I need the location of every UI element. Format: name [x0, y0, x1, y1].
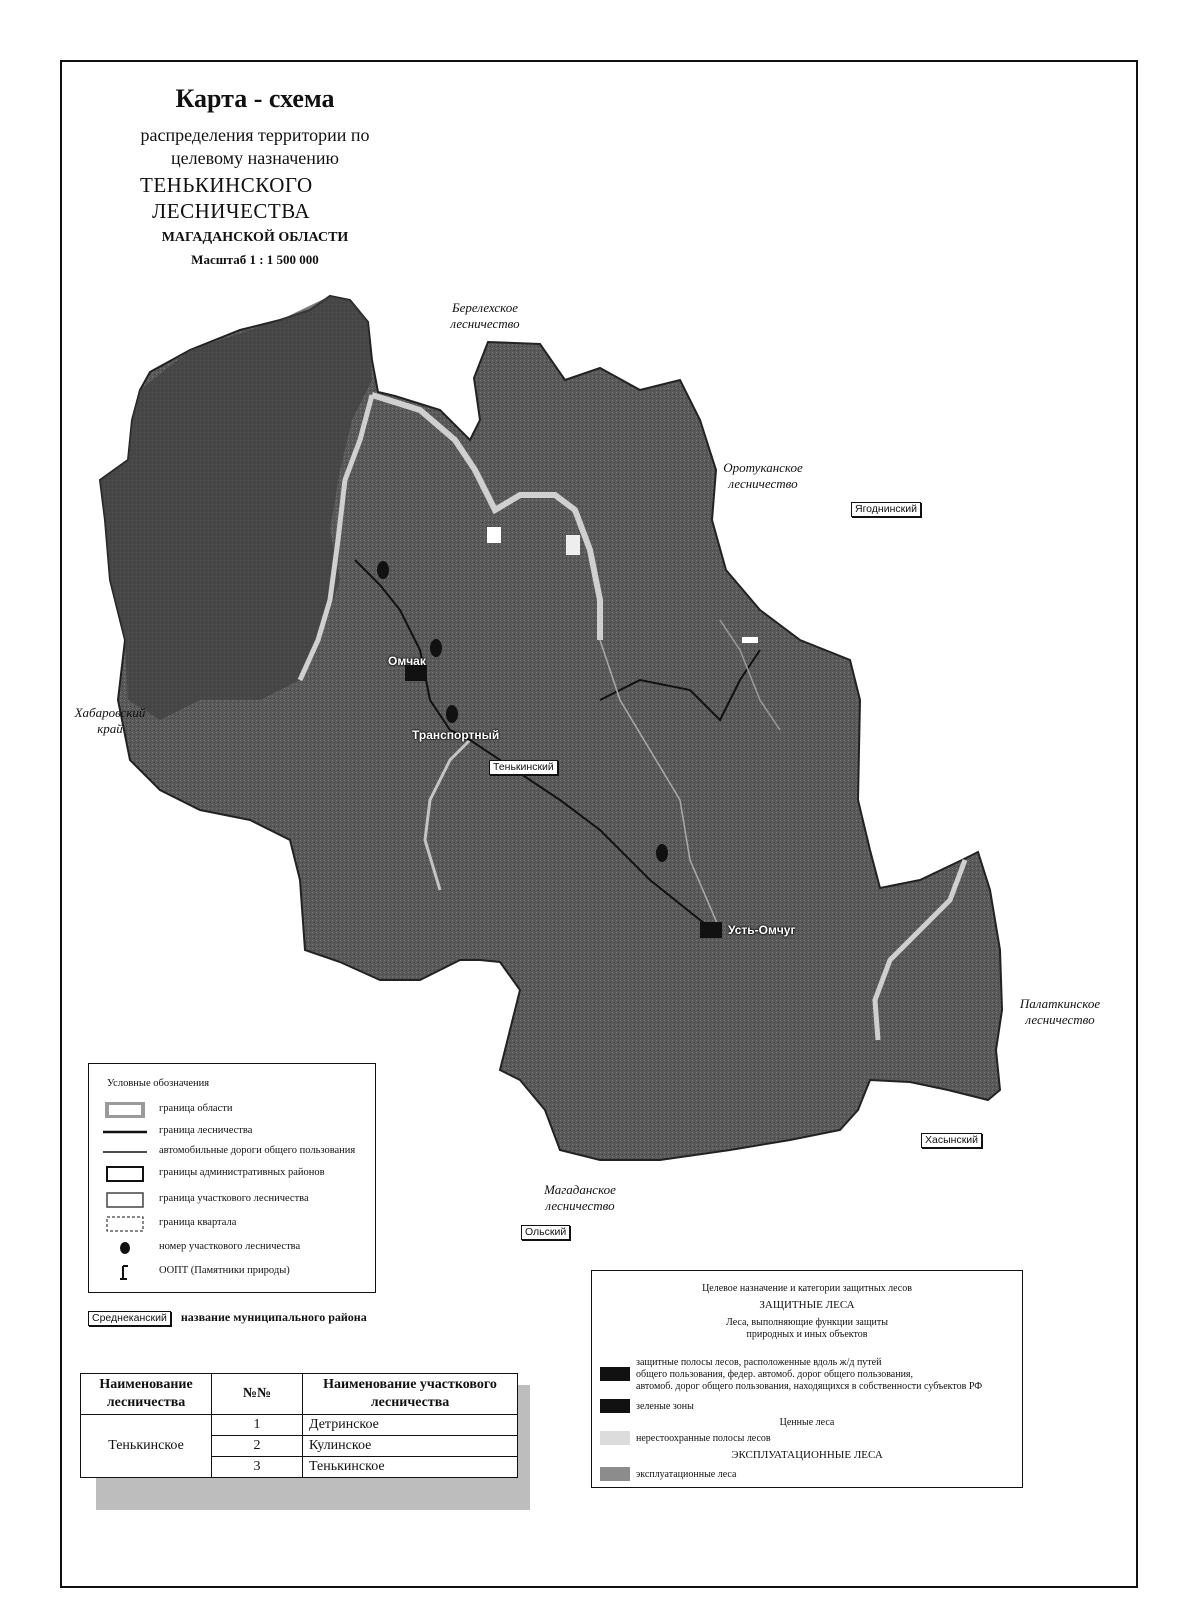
- legend-item: ООПТ (Памятники природы): [103, 1262, 373, 1282]
- white-patch: [487, 527, 501, 543]
- forestry-number-marker: [656, 844, 668, 862]
- label-khabarovsk: Хабаровский край: [74, 705, 146, 736]
- table-header: Наименование лесничества: [81, 1374, 212, 1415]
- settlement-omchak: Омчак: [388, 654, 426, 668]
- forestry-number-marker: [377, 561, 389, 579]
- region-name: МАГАДАНСКОЙ ОБЛАСТИ: [161, 230, 349, 245]
- table-cell-name: Тенькинское: [303, 1457, 518, 1478]
- purpose-protective: ЗАЩИТНЫЕ ЛЕСА: [759, 1299, 855, 1311]
- table-header: Наименование участкового лесничества: [303, 1374, 518, 1415]
- legend-item: автомобильные дороги общего пользования: [159, 1145, 356, 1156]
- district-yagodninsky: Ягоднинский: [851, 502, 921, 517]
- table-row: [81, 1415, 518, 1436]
- forestry-table: [80, 1373, 518, 1478]
- muni-legend: [88, 1310, 367, 1326]
- settlement-ust-omchug: Усть-Омчуг: [728, 923, 796, 937]
- table-header: №№: [212, 1374, 303, 1415]
- forestry-name: ТЕНЬКИНСКОГО ЛЕСНИЧЕСТВА: [140, 173, 313, 223]
- purpose-exploit: ЭКСПЛУАТАЦИОННЫЕ ЛЕСА: [731, 1449, 883, 1461]
- swatch-gray: [600, 1467, 630, 1481]
- label-orotukan: Оротуканское лесничество: [723, 460, 803, 491]
- legend-item: граница области: [103, 1100, 373, 1120]
- swatch-black: [600, 1399, 630, 1413]
- map-legend: [88, 1063, 376, 1293]
- settlement-marker: [700, 922, 722, 938]
- legend-item: номер участкового лесничества: [103, 1238, 373, 1258]
- purpose-protective-sub1: Леса, выполняющие функции защиты: [726, 1317, 888, 1328]
- label-berelekh: Берелехское лесничество: [450, 300, 520, 331]
- purpose-legend: Целевое назначение и категории защитных лесов ЗАЩИТНЫЕ ЛЕСА Леса, выполняющие функции защиты природных и иных объектов защитные полосы лесов, расположенные вдоль ж/д путей общего пользования, федер. автомоб. дорог общего пользования, автомоб. дорог общего пользования, находящихся в собственности субъектов РФ зеленые зоны Ценные леса нерестоохранные полосы лесов ЭКСПЛУАТАЦИОННЫЕ ЛЕСА эксплуатационные леса: [591, 1270, 1023, 1488]
- table-cell-num: 1: [212, 1415, 303, 1436]
- table-cell-name: Детринское: [303, 1415, 518, 1436]
- purpose-heading: Целевое назначение и категории защитных лесов: [702, 1283, 912, 1294]
- map-title: Карта - схема: [175, 84, 335, 113]
- district-olsky: Ольский: [521, 1225, 570, 1240]
- white-patch: [566, 535, 580, 555]
- settlement-transportny: Транспортный: [412, 728, 500, 742]
- purpose-valuable: Ценные леса: [779, 1417, 835, 1428]
- swatch-black: [600, 1367, 630, 1381]
- table-cell-name: Кулинское: [303, 1436, 518, 1457]
- legend-item: граница лесничества: [159, 1125, 253, 1136]
- label-palatka: Палаткинское лесничество: [1019, 996, 1101, 1027]
- table-cell-forestry: Тенькинское: [81, 1415, 212, 1478]
- map-scale: Масштаб 1 : 1 500 000: [191, 252, 319, 267]
- table-cell-num: 3: [212, 1457, 303, 1478]
- white-patch: [742, 637, 758, 643]
- table-cell-num: 2: [212, 1436, 303, 1457]
- legend-heading: Условные обозначения: [107, 1078, 210, 1089]
- muni-example-box: Среднеканский: [88, 1311, 171, 1326]
- legend-item: граница участкового лесничества: [103, 1190, 373, 1210]
- district-khasynsky: Хасынский: [921, 1133, 982, 1148]
- swatch-light: [600, 1431, 630, 1445]
- map-subtitle: распределения территории по целевому назначению: [140, 125, 370, 168]
- district-tenkinsky: Тенькинский: [489, 760, 558, 775]
- forestry-number-marker: [430, 639, 442, 657]
- legend-item: границы административных районов: [103, 1164, 373, 1184]
- purpose-protective-sub2: природных и иных объектов: [746, 1329, 868, 1340]
- forestry-number-marker: [446, 705, 458, 723]
- legend-item: граница квартала: [103, 1214, 373, 1234]
- label-magadan: Магаданское лесничество: [544, 1182, 616, 1213]
- muni-label: название муниципального района: [180, 1310, 367, 1324]
